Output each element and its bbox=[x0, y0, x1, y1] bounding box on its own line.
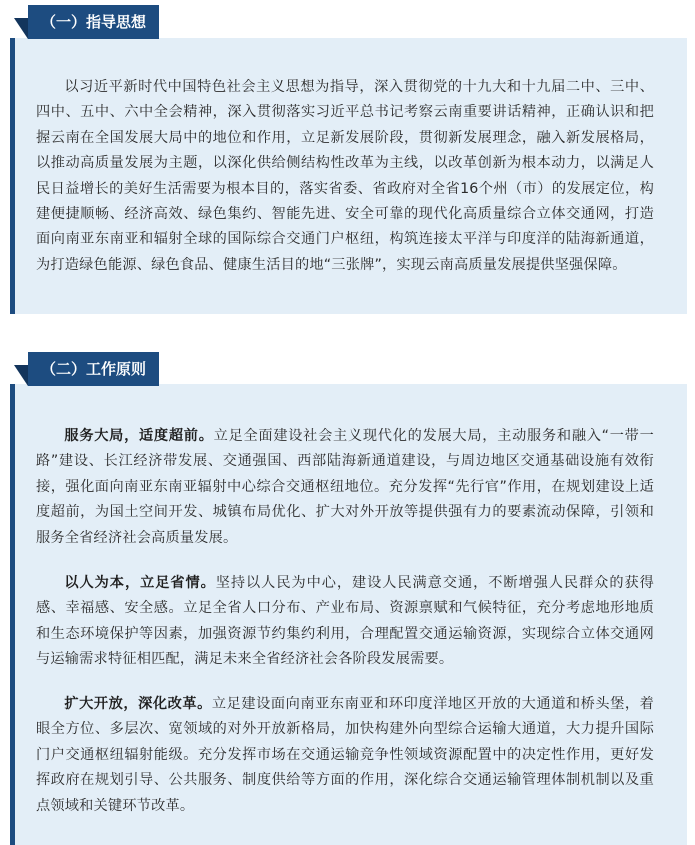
paragraph bbox=[36, 75, 654, 278]
paragraph-lead: 以人为本，立足省情。 bbox=[64, 575, 216, 591]
section-guiding-ideology bbox=[0, 0, 695, 320]
section-heading bbox=[28, 5, 159, 39]
paragraph bbox=[36, 571, 654, 673]
paragraph-text: 立足建设面向南亚东南亚和环印度洋地区开放的大通道和桥头堡，着眼全方位、多层次、宽领域的对外开放新格局，加快构建外向型综合运输大通道，大力提升国际门户交通枢纽辐射能级。充分发挥市场在交通运输竞争性领域资源配置中的决定性作用，更好发挥政府在规划引导、公共服务、制度供给等方面的作用，深化综合交通运输管理体制机制以及重点领域和关键环节改革。 bbox=[36, 696, 654, 814]
paragraph bbox=[36, 692, 654, 819]
paragraph bbox=[36, 424, 654, 551]
section-heading bbox=[28, 352, 159, 386]
paragraph-text: 以习近平新时代中国特色社会主义思想为指导，深入贯彻党的十九大和十九届二中、三中、四中、五中、六中全会精神，深入贯彻落实习近平总书记考察云南重要讲话精神，正确认识和把握云南在全国发展大局中的地位和作用，立足新发展阶段，贯彻新发展理念，融入新发展格局，以推动高质量发展为主题，以深化供给侧结构性改革为主线，以改革创新为根本动力，以满足人民日益增长的美好生活需要为根本目的，落实省委、省政府对全省16个州（市）的发展定位，构建便捷顺畅、经济高效、绿色集约、智能先进、安全可靠的现代化高质量综合立体交通网，打造面向南亚东南亚和辐射全球的国际综合交通门户枢纽，构筑连接太平洋与印度洋的陆海新通道，为打造绿色能源、绿色食品、健康生活目的地“三张牌”，实现云南高质量发展提供坚强保障。 bbox=[36, 79, 654, 273]
paragraph-text: 立足全面建设社会主义现代化的发展大局，主动服务和融入“一带一路”建设、长江经济带发展、交通强国、西部陆海新通道建设，与周边地区交通基础设施有效衔接，强化面向南亚东南亚辐射中心综合交通枢纽地位。充分发挥“先行官”作用，在规划建设上适度超前，为国土空间开发、城镇布局优化、扩大对外开放等提供强有力的要素流动保障，引领和服务全省经济社会高质量发展。 bbox=[36, 428, 654, 546]
section-heading-text: （二）工作原则 bbox=[41, 360, 147, 378]
section-working-principles bbox=[0, 349, 695, 841]
paragraph-lead: 服务大局，适度超前。 bbox=[64, 428, 214, 444]
paragraph-text: 坚持以人民为中心，建设人民满意交通，不断增强人民群众的获得感、幸福感、安全感。立足全省人口分布、产业布局、资源禀赋和气候特征，充分考虑地形地质和生态环境保护等因素，加强资源节约集约利用，合理配置交通运输资源，实现综合立体交通网与运输需求特征相匹配，满足未来全省经济社会各阶段发展需要。 bbox=[36, 575, 654, 668]
paragraph-lead: 扩大开放，深化改革。 bbox=[64, 696, 212, 712]
section-heading-text: （一）指导思想 bbox=[41, 13, 147, 31]
